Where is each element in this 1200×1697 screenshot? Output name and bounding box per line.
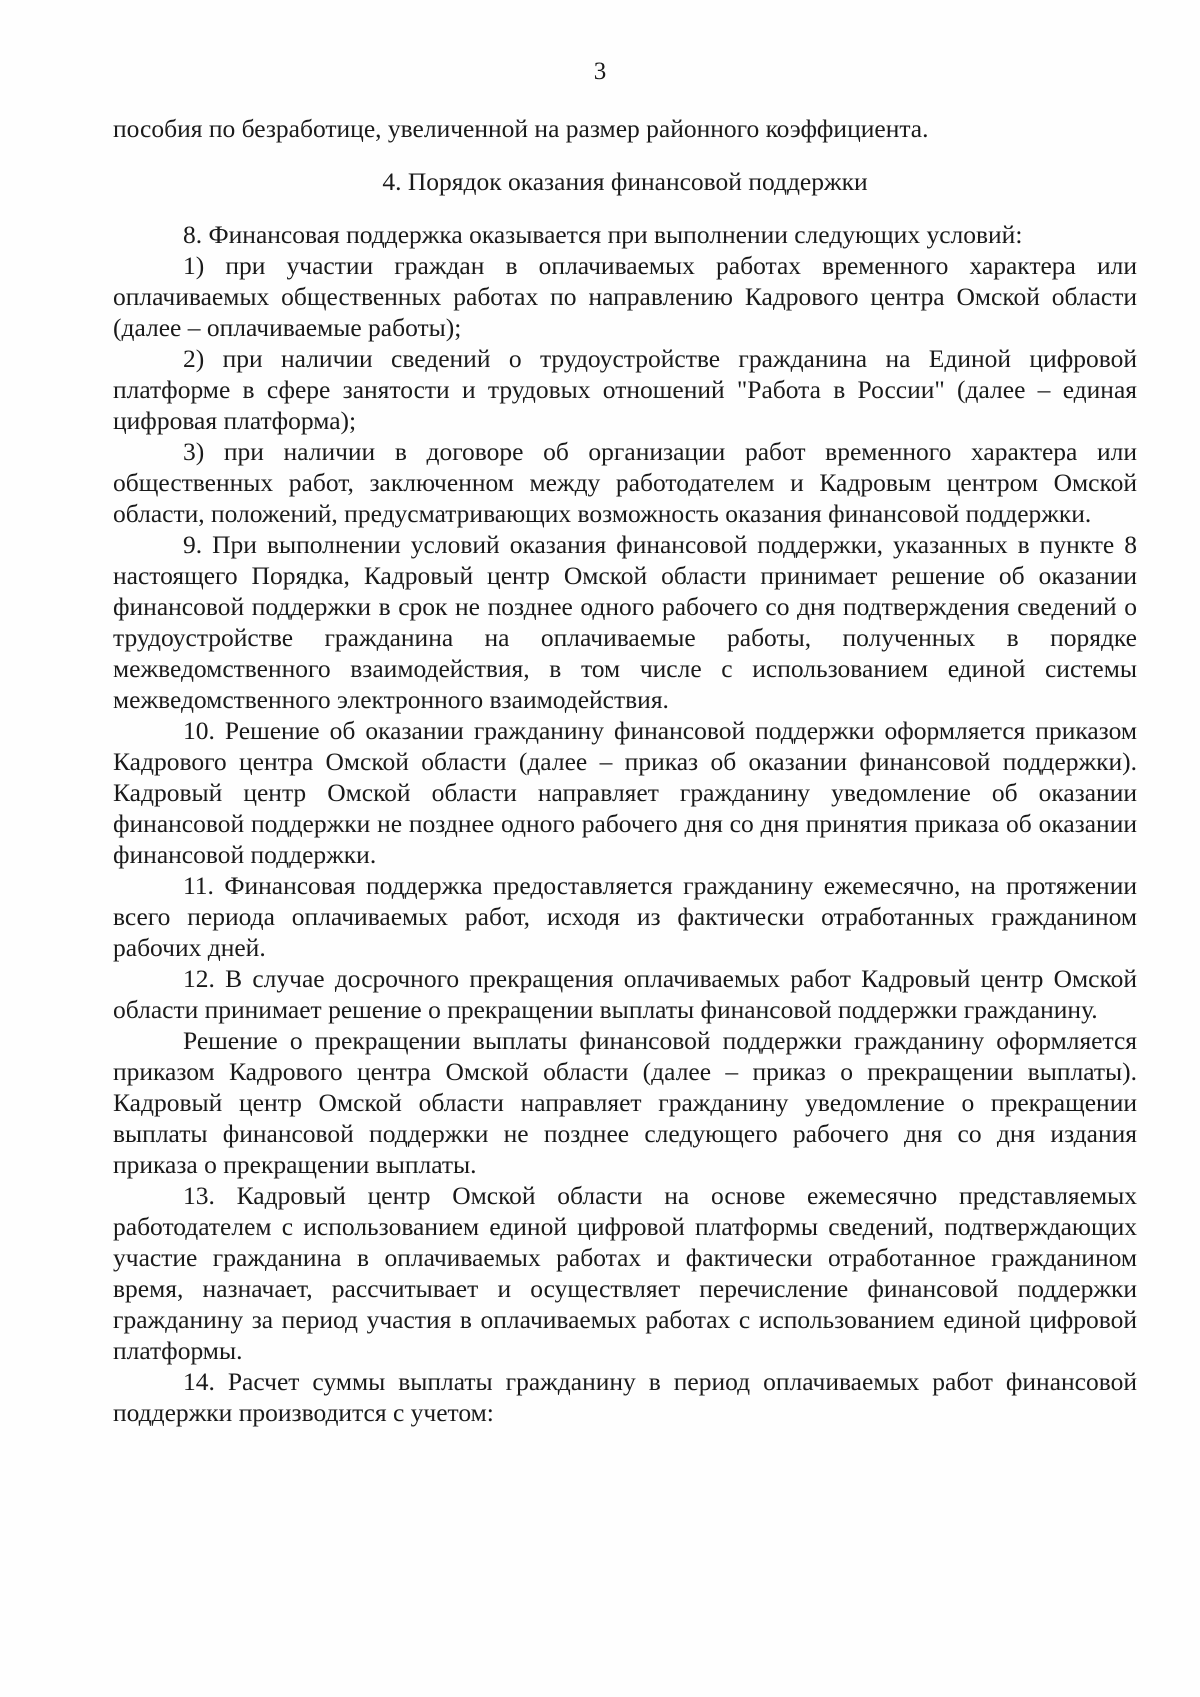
paragraph-8: 8. Финансовая поддержка оказывается при выполнении следующих условий: xyxy=(183,220,1023,249)
paragraph-9: 9. При выполнении условий оказания финансовой поддержки, указанных в пункте 8 настоящего Порядка, Кадровый центр Омской области принимает решение об оказании финансовой поддержки в срок не позднее одного рабочего со дня подтверждения сведений о трудоустройстве гражданина на оплачиваемые работы, полученных в порядке межведомственного взаимодействия, в том числе с использованием единой системы межведомственного электронного взаимодействия. xyxy=(113,530,1137,714)
paragraph-11: 11. Финансовая поддержка предоставляется гражданину ежемесячно, на протяжении всего периода оплачиваемых работ, исходя из фактически отработанных гражданином рабочих дней. xyxy=(113,871,1137,962)
section-heading: 4. Порядок оказания финансовой поддержки xyxy=(382,167,868,196)
paragraph-12: 12. В случае досрочного прекращения оплачиваемых работ Кадровый центр Омской области принимает решение о прекращении выплаты финансовой поддержки гражданину. xyxy=(113,964,1137,1024)
document-body xyxy=(113,113,1137,1428)
paragraph-10: 10. Решение об оказании гражданину финансовой поддержки оформляется приказом Кадрового центра Омской области (далее – приказ об оказании финансовой поддержки). Кадровый центр Омской области направляет гражданину уведомление об оказании финансовой поддержки не позднее одного рабочего дня со дня принятия приказа об оказании финансовой поддержки. xyxy=(113,716,1137,869)
paragraph-13: 13. Кадровый центр Омской области на основе ежемесячно представляемых работодателем с использованием единой цифровой платформы сведений, подтверждающих участие гражданина в оплачиваемых работах и фактически отработанное гражданином время, назначает, рассчитывает и осуществляет перечисление финансовой поддержки гражданину за период участия в оплачиваемых работах с использованием единой цифровой платформы. xyxy=(113,1181,1137,1365)
page-number: 3 xyxy=(593,58,607,85)
intro-fragment: пособия по безработице, увеличенной на размер районного коэффициента. xyxy=(113,114,929,143)
paragraph-14: 14. Расчет суммы выплаты гражданину в период оплачиваемых работ финансовой поддержки производится с учетом: xyxy=(113,1367,1137,1427)
paragraph-8-item-2: 2) при наличии сведений о трудоустройстве гражданина на Единой цифровой платформе в сфере занятости и трудовых отношений "Работа в России" (далее – единая цифровая платформа); xyxy=(113,344,1137,435)
paragraph-12-continuation: Решение о прекращении выплаты финансовой поддержки гражданину оформляется приказом Кадрового центра Омской области (далее – приказ о прекращении выплаты). Кадровый центр Омской области направляет гражданину уведомление о прекращении выплаты финансовой поддержки не позднее следующего рабочего дня со дня издания приказа о прекращении выплаты. xyxy=(113,1026,1137,1179)
paragraph-8-item-1: 1) при участии граждан в оплачиваемых работах временного характера или оплачиваемых общественных работах по направлению Кадрового центра Омской области (далее – оплачиваемые работы); xyxy=(113,251,1137,342)
paragraph-8-item-3: 3) при наличии в договоре об организации работ временного характера или общественных работ, заключенном между работодателем и Кадровым центром Омской области, положений, предусматривающих возможность оказания финансовой поддержки. xyxy=(113,437,1137,528)
